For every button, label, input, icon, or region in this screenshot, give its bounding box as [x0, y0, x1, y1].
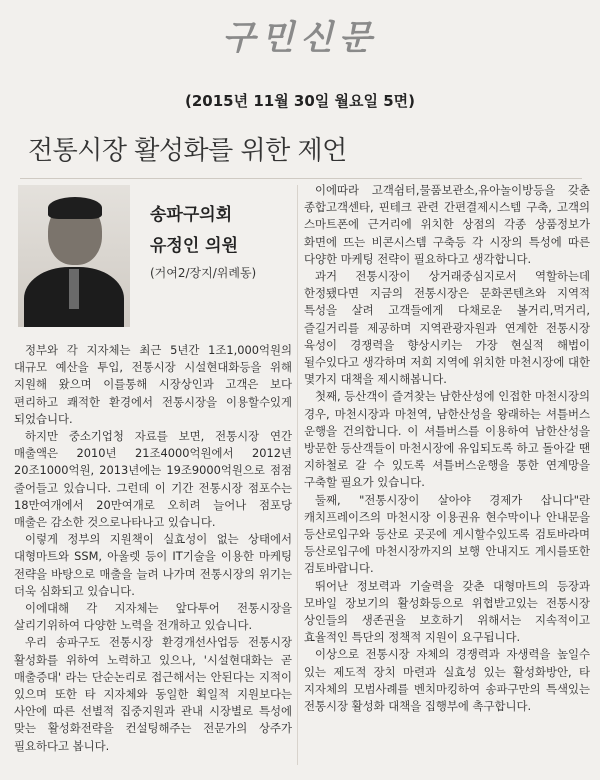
paragraph: 이렇게 정부의 지원책이 실효성이 없는 상태에서 대형마트와 SSM, 아울렛 등이 IT기술을 이용한 마케팅 전략을 바탕으로 매출을 늘려 나가며 전통시장의 위기는 더욱 심화되고 있습니다.: [14, 532, 292, 598]
paragraph: 이에따라 고객쉼터,물품보관소,유아놀이방등을 갖춘 종합고객센타, 핀테크 관련 간편결제시스템 구축, 고객의 스마트폰에 근거리에 위치한 상점의 각종 상품정보가 화면에 뜨는 비콘시스템 구축등 각 시장의 특성에 따른 다양한 마케팅 전략이 필요하다고 생각합니다.: [304, 183, 590, 266]
paragraph: 하지만 중소기업청 자료를 보면, 전통시장 연간 매출액은 2010년 21조4000억원에서 2012년 20조1000억원, 2013년에는 19조9000억원으로 점점 줄어들고 있습니다. 그런데 이 기간 전통시장 점포수는 18만여개에서 20만여개로 오히려 늘어나 점포당 매출은 감소한 것으로나타나고 있습니다.: [14, 429, 292, 530]
article-headline: 전통시장 활성화를 위한 제언: [28, 136, 347, 166]
article-column-left: [14, 342, 292, 755]
paragraph: 이상으로 전통시장 자체의 경쟁력과 자생력을 높일수 있는 제도적 장치 마련과 실효성 있는 활성화방안, 타 지자체의 모범사례를 벤치마킹하여 송파구만의 특색있는 전통시장 활성화 대책을 집행부에 촉구합니다.: [304, 647, 590, 714]
byline-organization: 송파구의회: [150, 205, 233, 225]
paragraph: 과거 전통시장이 상거래중심지로서 역할하는데 한정됐다면 지금의 전통시장은 문화콘텐츠와 지역적 특성을 살려 고객들에게 다채로운 볼거리,먹거리,즐길거리를 제공하며 지역관광자원과 연계한 전통시장 육성이 경쟁력을 향상시키는 가장 현실적 해법이 될수있다고 생각하며 저희 지역에 위치한 마천시장에 대한 몇가지 대책을 제시해봅니다.: [304, 269, 590, 387]
byline-name: 유정인 의원: [150, 236, 239, 256]
paragraph: 우리 송파구도 전통시장 환경개선사업등 전통시장 활성화를 위하여 노력하고 있으나, '시설현대화는 곧 매출증대' 라는 단순논리로 접근해서는 안된다는 지적이 있으며 또한 타 지자체와 동일한 획일적 지원보다는 사안에 따른 선별적 집중지원과 관내 시장별로 특성에 맞는 활성화전략을 컨설팅해주는 전문가의 상주가 필요하다고 봅니다.: [14, 635, 292, 753]
headline-divider: [20, 178, 582, 179]
author-photo: [18, 185, 130, 327]
paragraph: 이에대해 각 지자체는 앞다투어 전통시장을 살리기위하여 다양한 노력을 전개하고 있습니다.: [14, 601, 292, 633]
paragraph: 첫째, 등산객이 즐겨찾는 남한산성에 인접한 마천시장의 경우, 마천시장과 마천역, 남한산성을 왕래하는 셔틀버스 운행을 건의합니다. 이 셔틀버스를 이용하여 남한산성을 방문한 등산객들이 마천시장에 유입되도록 하고 돌아갈 땐 지하철로 갈 수 있도록 셔틀버스운행을 통한 연계망을 구축할 필요가 있습니다.: [304, 389, 590, 490]
byline-district: (거여2/장지/위례동): [150, 266, 257, 280]
paragraph: 뛰어난 정보력과 기술력을 갖춘 대형마트의 등장과 모바일 장보기의 활성화등으로 위협받고있는 전통시장 상인들의 생존권을 보호하기 위해서는 지속적이고 효율적인 특단의 정책적 지원이 요구됩니다.: [304, 578, 590, 645]
article-column-right: [304, 182, 590, 715]
publication-dateline: (2015년 11월 30일 월요일 5면): [185, 92, 415, 110]
masthead-logo: 구민신문: [222, 18, 378, 58]
paragraph: 정부와 각 지자체는 최근 5년간 1조1,000억원의 대규모 예산을 투입, 전통시장 시설현대화등을 위해 지원해 왔으며 이를통해 시장상인과 고객은 보다 편리하고 쾌적한 환경에서 전통시장을 이용할수있게 되었습니다.: [14, 343, 292, 426]
column-divider: [297, 185, 298, 765]
newspaper-masthead: [0, 0, 600, 70]
paragraph: 둘째, "전통시장이 살아야 경제가 삽니다"란 캐치프레이즈의 마천시장 이용권유 현수막이나 안내문을 등산로입구와 등산로 곳곳에 게시할수있도록 검토바라며 등산로입구에 마천시장까지의 보행 안내지도 게시를또한 검토바랍니다.: [304, 492, 590, 576]
author-byline: [150, 200, 310, 281]
